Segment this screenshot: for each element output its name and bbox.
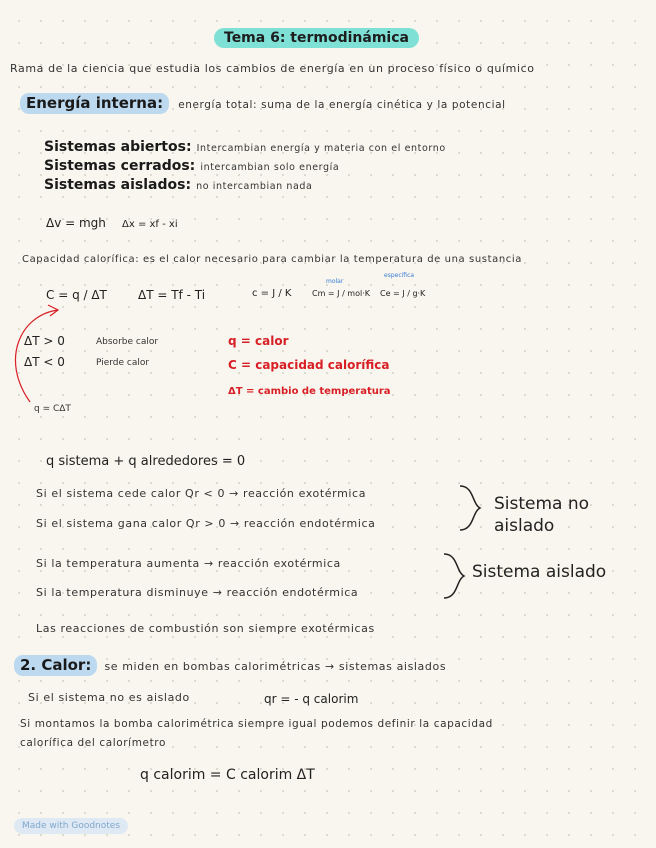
energia-heading: Energía interna: [20,93,169,114]
brace-icon [454,484,488,532]
sign-negative-meaning: Pierde calor [96,358,150,368]
calor-line-1: Si el sistema no es aislado [28,691,190,704]
aislado-line-1: Si la temperatura aumenta → reacción exotérmica [36,557,341,570]
no-aislado-line-2: Si el sistema gana calor Qr > 0 → reacción endotérmica [36,517,376,530]
combustion-text: Las reacciones de combustión son siempre exotérmicas [36,622,375,635]
legend-c: C = capacidad calorífica [228,358,390,372]
cm-formula: Cm = J / mol·K [312,289,371,298]
aislado-label: Sistema aislado [472,562,607,582]
q-relation: q = CΔT [34,404,71,414]
energia-definition: energía total: suma de la energía cinética y la potencial [178,99,506,111]
sistema-label: Sistemas aislados: [44,177,192,193]
no-aislado-label: Sistema no aislado [494,494,590,536]
c-formula: C = q / ΔT [46,288,107,302]
sistema-desc: Intercambian energía y materia con el entorno [196,143,446,154]
sign-positive-meaning: Absorbe calor [96,337,159,347]
sistema-label: Sistemas cerrados: [44,158,196,174]
aislado-line-2: Si la temperatura disminuye → reacción endotérmica [36,586,359,599]
legend-dt: ΔT = cambio de temperatura [228,386,391,397]
calor-desc: se miden en bombas calorimétricas → sistemas aislados [104,660,447,673]
sistema-desc: intercambian solo energía [200,162,340,173]
calor-line-2a: Si montamos la bomba calorimétrica siempre igual podemos definir la capacidad [20,718,493,730]
sign-negative: ΔT < 0 [24,355,65,369]
watermark: Made with Goodnotes [14,818,128,834]
molar-note: molar [326,278,344,285]
sign-positive: ΔT > 0 [24,334,65,348]
sistema-label: Sistemas abiertos: [44,139,192,155]
delta-x-formula: Δx = xf - xi [122,219,178,230]
balance-equation: q sistema + q alrededores = 0 [46,454,246,469]
calor-section [14,655,446,674]
calor-eq-2: q calorim = C calorim ΔT [140,767,315,783]
potential-formula: Δv = mgh [46,216,106,230]
especifica-note: específica [384,272,415,279]
calor-line-2b: calorífica del calorímetro [20,737,167,749]
page-title: Tema 6: termodinámica [214,28,419,48]
intro-text: Rama de la ciencia que estudia los cambios de energía en un proceso físico o químico [10,62,535,75]
no-aislado-line-1: Si el sistema cede calor Qr < 0 → reacción exotérmica [36,487,367,500]
legend-q: q = calor [228,334,289,348]
calor-eq-1: qr = - q calorim [264,692,359,706]
sistema-desc: no intercambian nada [196,181,313,192]
capacidad-definition: Capacidad calorífica: es el calor necesario para cambiar la temperatura de una sustancia [22,254,523,265]
c-jk-formula: c = J / K [252,288,292,299]
delta-t-formula: ΔT = Tf - Ti [138,288,206,302]
calor-heading: 2. Calor: [14,655,97,676]
ce-formula: Ce = J / g·K [380,289,426,298]
brace-icon [438,552,472,600]
